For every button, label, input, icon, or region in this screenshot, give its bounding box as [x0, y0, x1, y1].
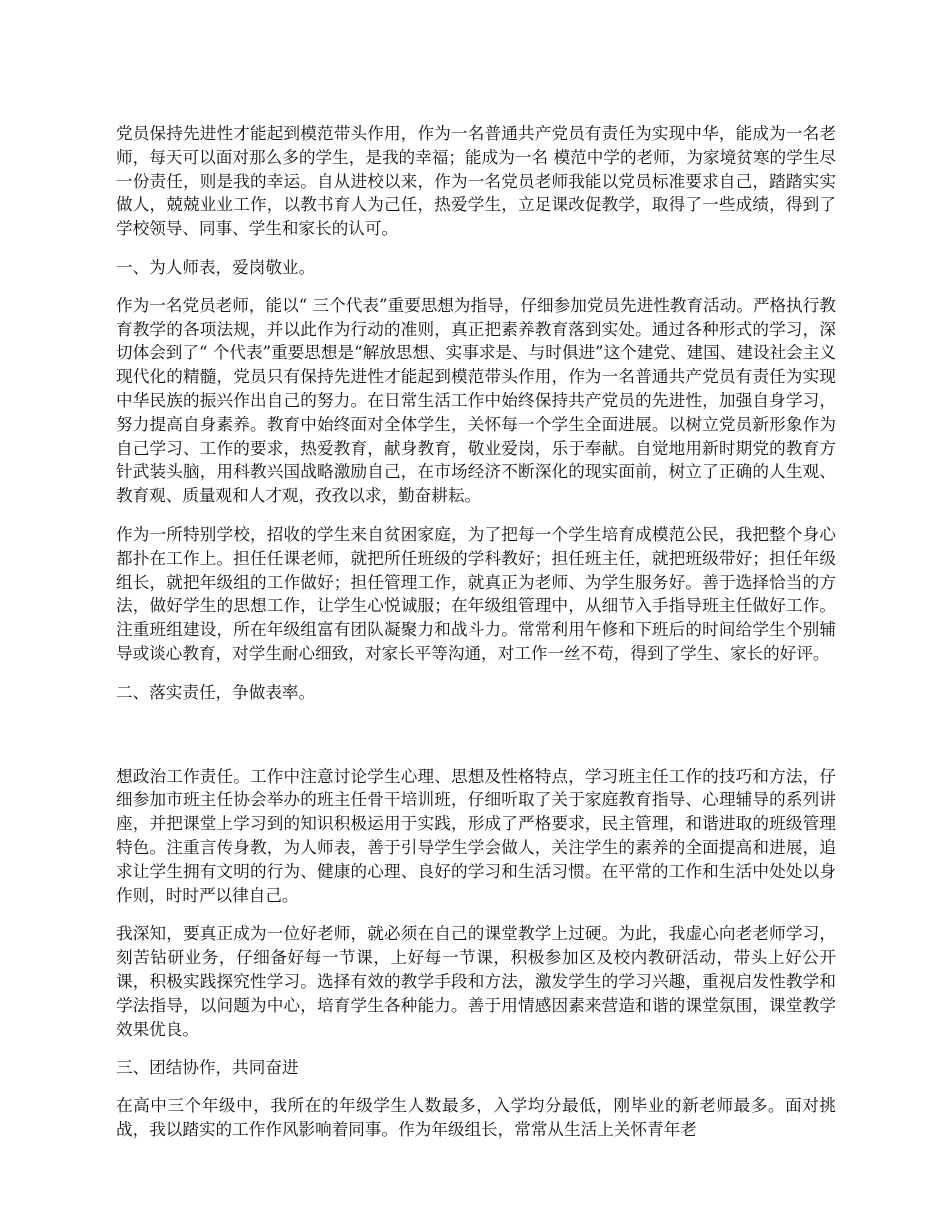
paragraph-intro: 党员保持先进性才能起到模范带头作用，作为一名普通共产党员有责任为实现中华，能成为一名老师，每天可以面对那么多的学生，是我的幸福；能成为一名 模范中学的老师，为家境贫寒的学生尽一份责任，则是我的幸运。自从进校以来，作为一名党员老师我能以党员标准要求自己，踏踏实实做人，兢兢业业工作，以教书育人为己任，热爱学生，立足课改促教学，取得了一些成绩，得到了学校领导、同事、学生和家长的认可。 — [116, 124, 836, 239]
paragraph-section2-a: 想政治工作责任。工作中注意讨论学生心理、思想及性格特点，学习班主任工作的技巧和方法，仔细参加市班主任协会举办的班主任骨干培训班，仔细听取了关于家庭教育指导、心理辅导的系列讲座，并把课堂上学习到的知识积极运用于实践，形成了严格要求，民主管理，和谐进取的班级管理特色。注重言传身教，为人师表，善于引导学生学会做人，关注学生的素养的全面提高和进展，追求让学生拥有文明的行为、健康的心理、良好的学习和生活习惯。在平常的工作和生活中处处以身作则，时时严以律自己。 — [116, 766, 836, 905]
paragraph-section3-a: 在高中三个年级中，我所在的年级学生人数最多，入学均分最低，刚毕业的新老师最多。面对挑战，我以踏实的工作作风影响着同事。作为年级组长，常常从生活上关怀青年老 — [116, 1096, 836, 1139]
paragraph-section1-b: 作为一所特别学校，招收的学生来自贫困家庭，为了把每一个学生培育成模范公民，我把整个身心都扑在工作上。担任任课老师，就把所任班级的学科教好；担任班主任，就把班级带好；担任年级组长，就把年级组的工作做好；担任管理工作，就真正为老师、为学生服务好。善于选择恰当的方法，做好学生的思想工作，让学生心悦诚服；在年级组管理中，从细节入手指导班主任做好工作。注重班组建设，所在年级组富有团队凝聚力和战斗力。常常利用午修和下班后的时间给学生个别辅导或谈心教育，对学生耐心细致，对家长平等沟通，对工作一丝不苟，得到了学生、家长的好评。 — [116, 524, 836, 663]
document-body — [116, 122, 836, 1157]
section-heading-2: 二、落实责任，争做表率。 — [116, 682, 316, 702]
section-heading-3: 三、团结协作，共同奋进 — [116, 1058, 299, 1078]
section-heading-1: 一、为人师表，爱岗敬业。 — [116, 257, 316, 277]
paragraph-section2-b: 我深知，要真正成为一位好老师，就必须在自己的课堂教学上过硬。为此，我虚心向老老师学习，刻苦钻研业务，仔细备好每一节课，上好每一节课，积极参加区及校内教研活动，带头上好公开课，积极实践探究性学习。选择有效的教学手段和方法，激发学生的学习兴趣，重视启发性教学和学法指导，以问题为中心，培育学生各种能力。善于用情感因素来营造和谐的课堂氛围，课堂教学效果优良。 — [116, 924, 836, 1039]
blank-gap — [116, 719, 836, 765]
paragraph-section1-a: 作为一名党员老师，能以“ 三个代表”重要思想为指导，仔细参加党员先进性教育活动。严格执行教育教学的各项法规，并以此作为行动的准则，真正把素养教育落到实处。通过各种形式的学习，深切体会到了“ 个代表”重要思想是“解放思想、实事求是、与时俱进”这个建党、建国、建设社会主义现代化的精髓，党员只有保持先进性才能起到模范带头作用，作为一名普通共产党员有责任为实现中华民族的振兴作出自己的努力。在日常生活工作中始终保持共产党员的先进性，加强自身学习，努力提高自身素养。教育中始终面对全体学生，关怀每一个学生全面进展。以树立党员新形象作为自己学习、工作的要求，热爱教育，献身教育，敬业爱岗，乐于奉献。自觉地用新时期党的教育方针武装头脑，用科教兴国战略激励自己，在市场经济不断深化的现实面前，树立了正确的人生观、教育观、质量观和人才观，孜孜以求，勤奋耕耘。 — [116, 295, 836, 506]
